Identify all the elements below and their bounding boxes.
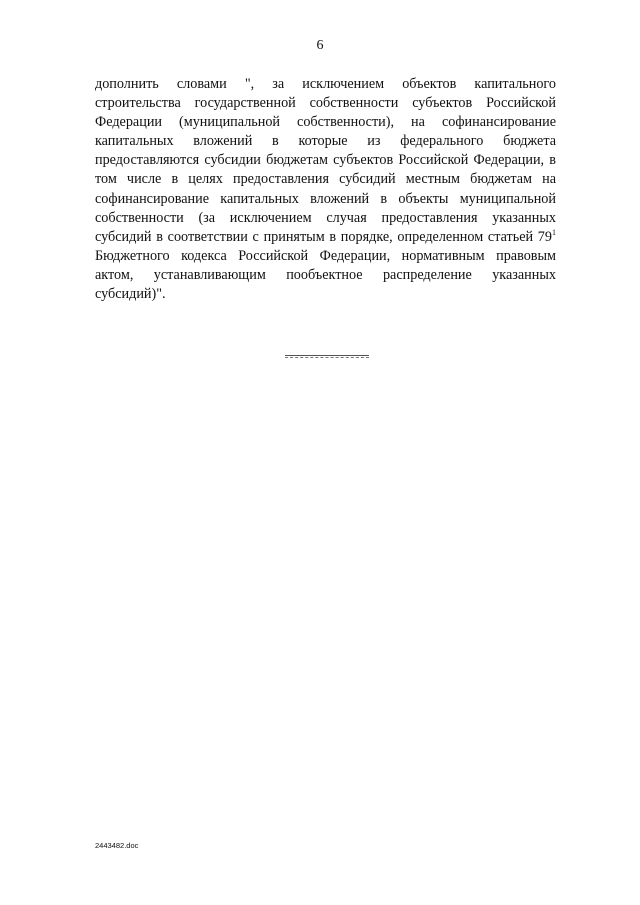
text-line: Федерации (муниципальной собственности), на софинансирование xyxy=(95,114,556,131)
text-line: капитальных вложений в которые из федерального бюджета xyxy=(95,133,556,150)
footer-file-name: 2443482.doc xyxy=(95,841,139,850)
text-line-with-footnote xyxy=(95,228,556,247)
text-line: софинансирование капитальных вложений в объекты муниципальной xyxy=(95,190,556,207)
superscript-marker: 1 xyxy=(552,227,556,237)
text-line: дополнить словами ", за исключением объектов капитального xyxy=(95,76,556,92)
text-line: актом, устанавливающим пообъектное распределение указанных xyxy=(95,266,556,283)
text-line: Бюджетного кодекса Российской Федерации, нормативным правовым xyxy=(95,247,556,264)
text-line: субсидий)". xyxy=(95,286,166,303)
end-separator-line xyxy=(285,355,369,356)
text-line: собственности (за исключением случая предоставления указанных xyxy=(95,209,556,226)
body-paragraph xyxy=(95,75,556,304)
text-line-content: субсидий в соответствии с принятым в порядке, определенном статьей 79 xyxy=(95,228,552,245)
page-number: 6 xyxy=(316,38,324,53)
text-line: предоставляются субсидии бюджетам субъектов Российской Федерации, в xyxy=(95,152,556,169)
text-line: строительства государственной собственности субъектов Российской xyxy=(95,95,556,112)
text-line: том числе в целях предоставления субсидий местным бюджетам на xyxy=(95,171,556,188)
